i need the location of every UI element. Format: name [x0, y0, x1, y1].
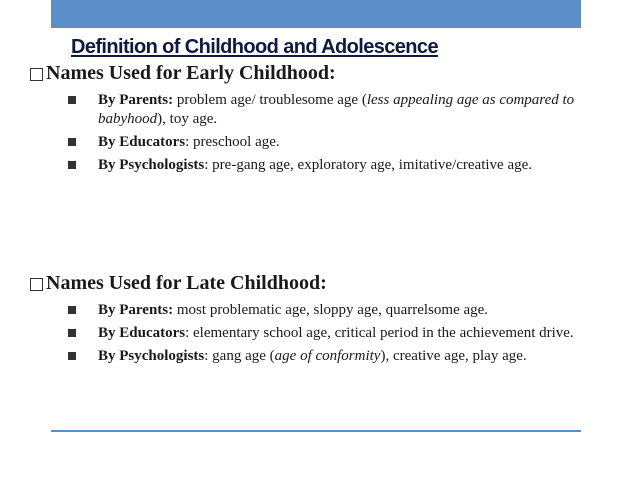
item-text-end: ), creative age, play age.: [380, 348, 527, 364]
section-heading: [30, 62, 590, 85]
square-bullet-icon: [68, 329, 76, 337]
item-text: : gang age (: [204, 348, 275, 364]
item-text: : elementary school age, critical period in the achievement drive.: [185, 325, 574, 341]
item-text-end: ), toy age.: [157, 111, 218, 127]
list-item: [30, 347, 590, 366]
square-bullet-icon: [68, 96, 76, 104]
square-bullet-icon: [68, 138, 76, 146]
item-role: By Psychologists: [98, 348, 205, 364]
item-italic-text: less appealing age as compared to babyhood: [98, 92, 575, 127]
item-text: problem age/ troublesome age (: [173, 92, 367, 108]
footer-divider: [51, 430, 581, 432]
item-role: By Educators: [98, 134, 186, 150]
item-role: By Educators: [98, 325, 186, 341]
item-text: : pre-gang age, exploratory age, imitative/creative age.: [204, 157, 533, 173]
item-text: : preschool age.: [185, 134, 280, 150]
section-heading: [30, 272, 590, 295]
item-role: By Psychologists: [98, 157, 205, 173]
section-heading-text: Names Used for Early Childhood:: [46, 62, 336, 84]
item-text: most problematic age, sloppy age, quarrelsome age.: [173, 302, 489, 318]
square-bullet-icon: [68, 161, 76, 169]
checkbox-bullet-icon: [30, 278, 43, 291]
slide-title: Definition of Childhood and Adolescence: [71, 36, 438, 58]
list-item: [30, 133, 590, 152]
checkbox-bullet-icon: [30, 68, 43, 81]
list-item: [30, 91, 590, 129]
item-role: By Parents:: [98, 92, 174, 108]
section-heading-text: Names Used for Late Childhood:: [46, 272, 327, 294]
item-italic-text: age of conformity: [274, 348, 381, 364]
header-accent-bar: [51, 0, 581, 28]
section-late-childhood: [30, 272, 590, 370]
list-item: [30, 156, 590, 175]
section-early-childhood: [30, 62, 590, 179]
list-item: [30, 301, 590, 320]
square-bullet-icon: [68, 306, 76, 314]
square-bullet-icon: [68, 352, 76, 360]
list-item: [30, 324, 590, 343]
item-role: By Parents:: [98, 302, 174, 318]
